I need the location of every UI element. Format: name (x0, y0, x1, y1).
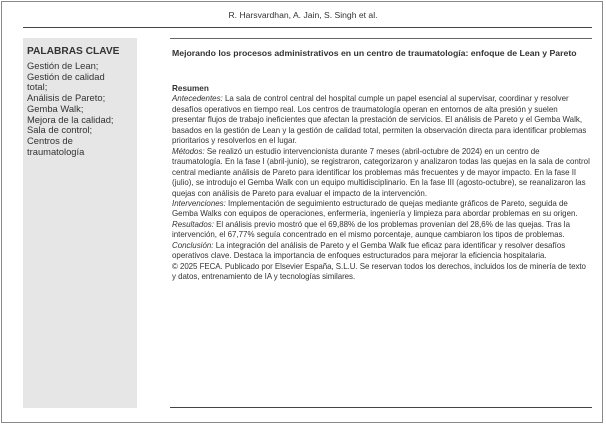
keyword-line: Gestión de Lean; (27, 60, 99, 71)
abstract-section-methods (172, 147, 590, 199)
abstract-section-conclusion (172, 241, 590, 262)
article-top-divider (170, 38, 592, 39)
header-divider (23, 27, 592, 28)
keywords-sidebar (23, 38, 137, 408)
section-label: Métodos: (172, 146, 205, 156)
abstract (172, 84, 590, 283)
keywords-title: PALABRAS CLAVE (27, 46, 120, 57)
section-label: Antecedentes: (172, 94, 223, 104)
keyword-line: Sala de control; (27, 124, 93, 136)
abstract-section-interventions (172, 199, 590, 220)
section-text: La integración del análisis de Pareto y el Gemba Walk fue eficaz para identificar y resolver desafíos operativos clave. Destaca la importancia de enfoques estructurados para mejorar la eficiencia hospitalaria. (172, 240, 566, 261)
section-label: Intervenciones: (172, 198, 226, 208)
keyword-line: total; (27, 81, 48, 93)
keyword-line: Mejora de la calidad; (27, 113, 114, 125)
copyright-notice: © 2025 FECA. Publicado por Elsevier España, S.L.U. Se reservan todos los derechos, incluidos los de minería de texto y datos, entrenamiento de IA y tecnologías similares. (172, 261, 586, 282)
section-text: El análisis previo mostró que el 69,88% de los problemas provenían del 28,6% de las quejas. Tras la intervención, el 67,77% seguía concentrado en el mismo porcentaje, aunque cambiaron los tipos de problemas. (172, 219, 570, 240)
section-text: La sala de control central del hospital cumple un papel esencial al supervisar, coordinar y resolver desafíos operativos en tiempo real. Los centros de traumatología operan en entornos de alta presión y suelen presentar flujos de trabajo ineficientes que afectan la prestación de servicios. El análisis de Pareto y el Gemba Walk, basados en la gestión de Lean y la gestión de calidad total, permiten la observación directa para identificar problemas prioritarios y resolverlos en el lugar. (172, 94, 587, 146)
abstract-section-results (172, 220, 590, 241)
section-text: Se realizó un estudio intervencionista durante 7 meses (abril-octubre de 2024) en un centro de traumatología. En la fase I (abril-junio), se registraron, categorizaron y analizaron todas las quejas en la sala de control central mediante análisis de Pareto para identificar los problemas más frecuentes y de mayor impacto. En la fase II (julio), se introdujo el Gemba Walk con un equipo multidisciplinario. En la fase III (agosto-octubre), se reanalizaron las quejas con análisis de Pareto para evaluar el impacto de la intervención. (172, 146, 590, 198)
keyword-line: Gemba Walk; (27, 102, 84, 114)
article-title: Mejorando los procesos administrativos en un centro de traumatología: enfoque de Lean y Pareto (172, 48, 577, 58)
keyword-line: Análisis de Pareto; (27, 92, 106, 104)
section-text: Implementación de seguimiento estructurado de quejas mediante gráficos de Pareto, seguida de Gemba Walks con equipos de operaciones, enfermería, ingeniería y limpieza para abordar problemas en su origen. (172, 198, 578, 219)
keyword-line: traumatología (27, 145, 85, 157)
abstract-section-background (172, 94, 590, 146)
article-bottom-divider (170, 407, 592, 408)
keyword-line: Gestión de calidad (27, 70, 105, 82)
running-header: R. Harsvardhan, A. Jain, S. Singh et al. (228, 10, 378, 20)
keyword-line: Centros de (27, 134, 73, 146)
keywords-list (27, 61, 114, 157)
section-label: Resultados: (172, 219, 214, 229)
section-label: Conclusión: (172, 240, 214, 250)
abstract-heading: Resumen (172, 84, 209, 93)
